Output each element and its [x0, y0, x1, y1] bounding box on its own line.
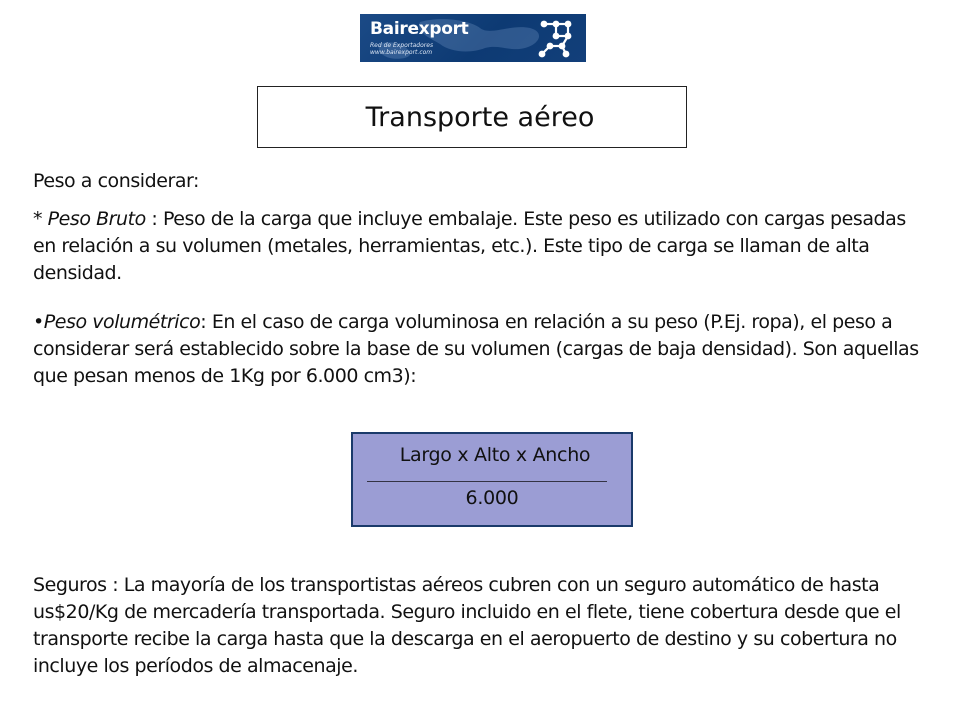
formula-numerator: Largo x Alto x Ancho	[399, 444, 591, 466]
logo-name: Bairexport	[370, 19, 469, 39]
logo-subtitle	[370, 42, 433, 56]
formula-denominator: 6.000	[465, 487, 519, 509]
insurance-paragraph: Seguros : La mayoría de los transportistas aéreos cubren con un seguro automático de hasta us$20/Kg de mercadería transportada. Seguro incluido en el flete, tiene cobertura desde que el transporte recibe la carga hasta que la descarga en el aeropuerto de destino y su cobertura no incluye los períodos de almacenaje.	[33, 574, 901, 677]
gross-weight-prefix: *	[33, 208, 48, 230]
bairexport-logo	[360, 14, 586, 62]
network-nodes-icon	[532, 16, 580, 60]
gross-weight-text: : Peso de la carga que incluye embalaje. Este peso es utilizado con cargas pesadas en relación a su volumen (metales, herramientas, etc.). Este tipo de carga se llaman de alta densidad.	[33, 208, 906, 284]
title-box	[257, 86, 687, 148]
logo-url: www.bairexport.com	[370, 49, 433, 56]
gross-weight-paragraph	[33, 206, 933, 287]
bullet-icon: •	[33, 311, 44, 333]
weight-heading: Peso a considerar:	[33, 170, 199, 192]
fraction-divider	[367, 481, 607, 482]
logo-subtitle-text: Red de Exportadores	[370, 42, 434, 49]
volumetric-weight-paragraph	[33, 309, 933, 390]
volumetric-formula-box	[351, 432, 633, 527]
volumetric-weight-term: Peso volumétrico	[43, 311, 201, 333]
page-title: Transporte aéreo	[365, 101, 595, 133]
gross-weight-term: Peso Bruto	[47, 208, 146, 230]
volumetric-weight-text: : En el caso de carga voluminosa en relación a su peso (P.Ej. ropa), el peso a considerar será establecido sobre la base de su volumen (cargas de baja densidad). Son aquellas que pesan menos de 1Kg por 6.000 cm3):	[33, 311, 919, 387]
